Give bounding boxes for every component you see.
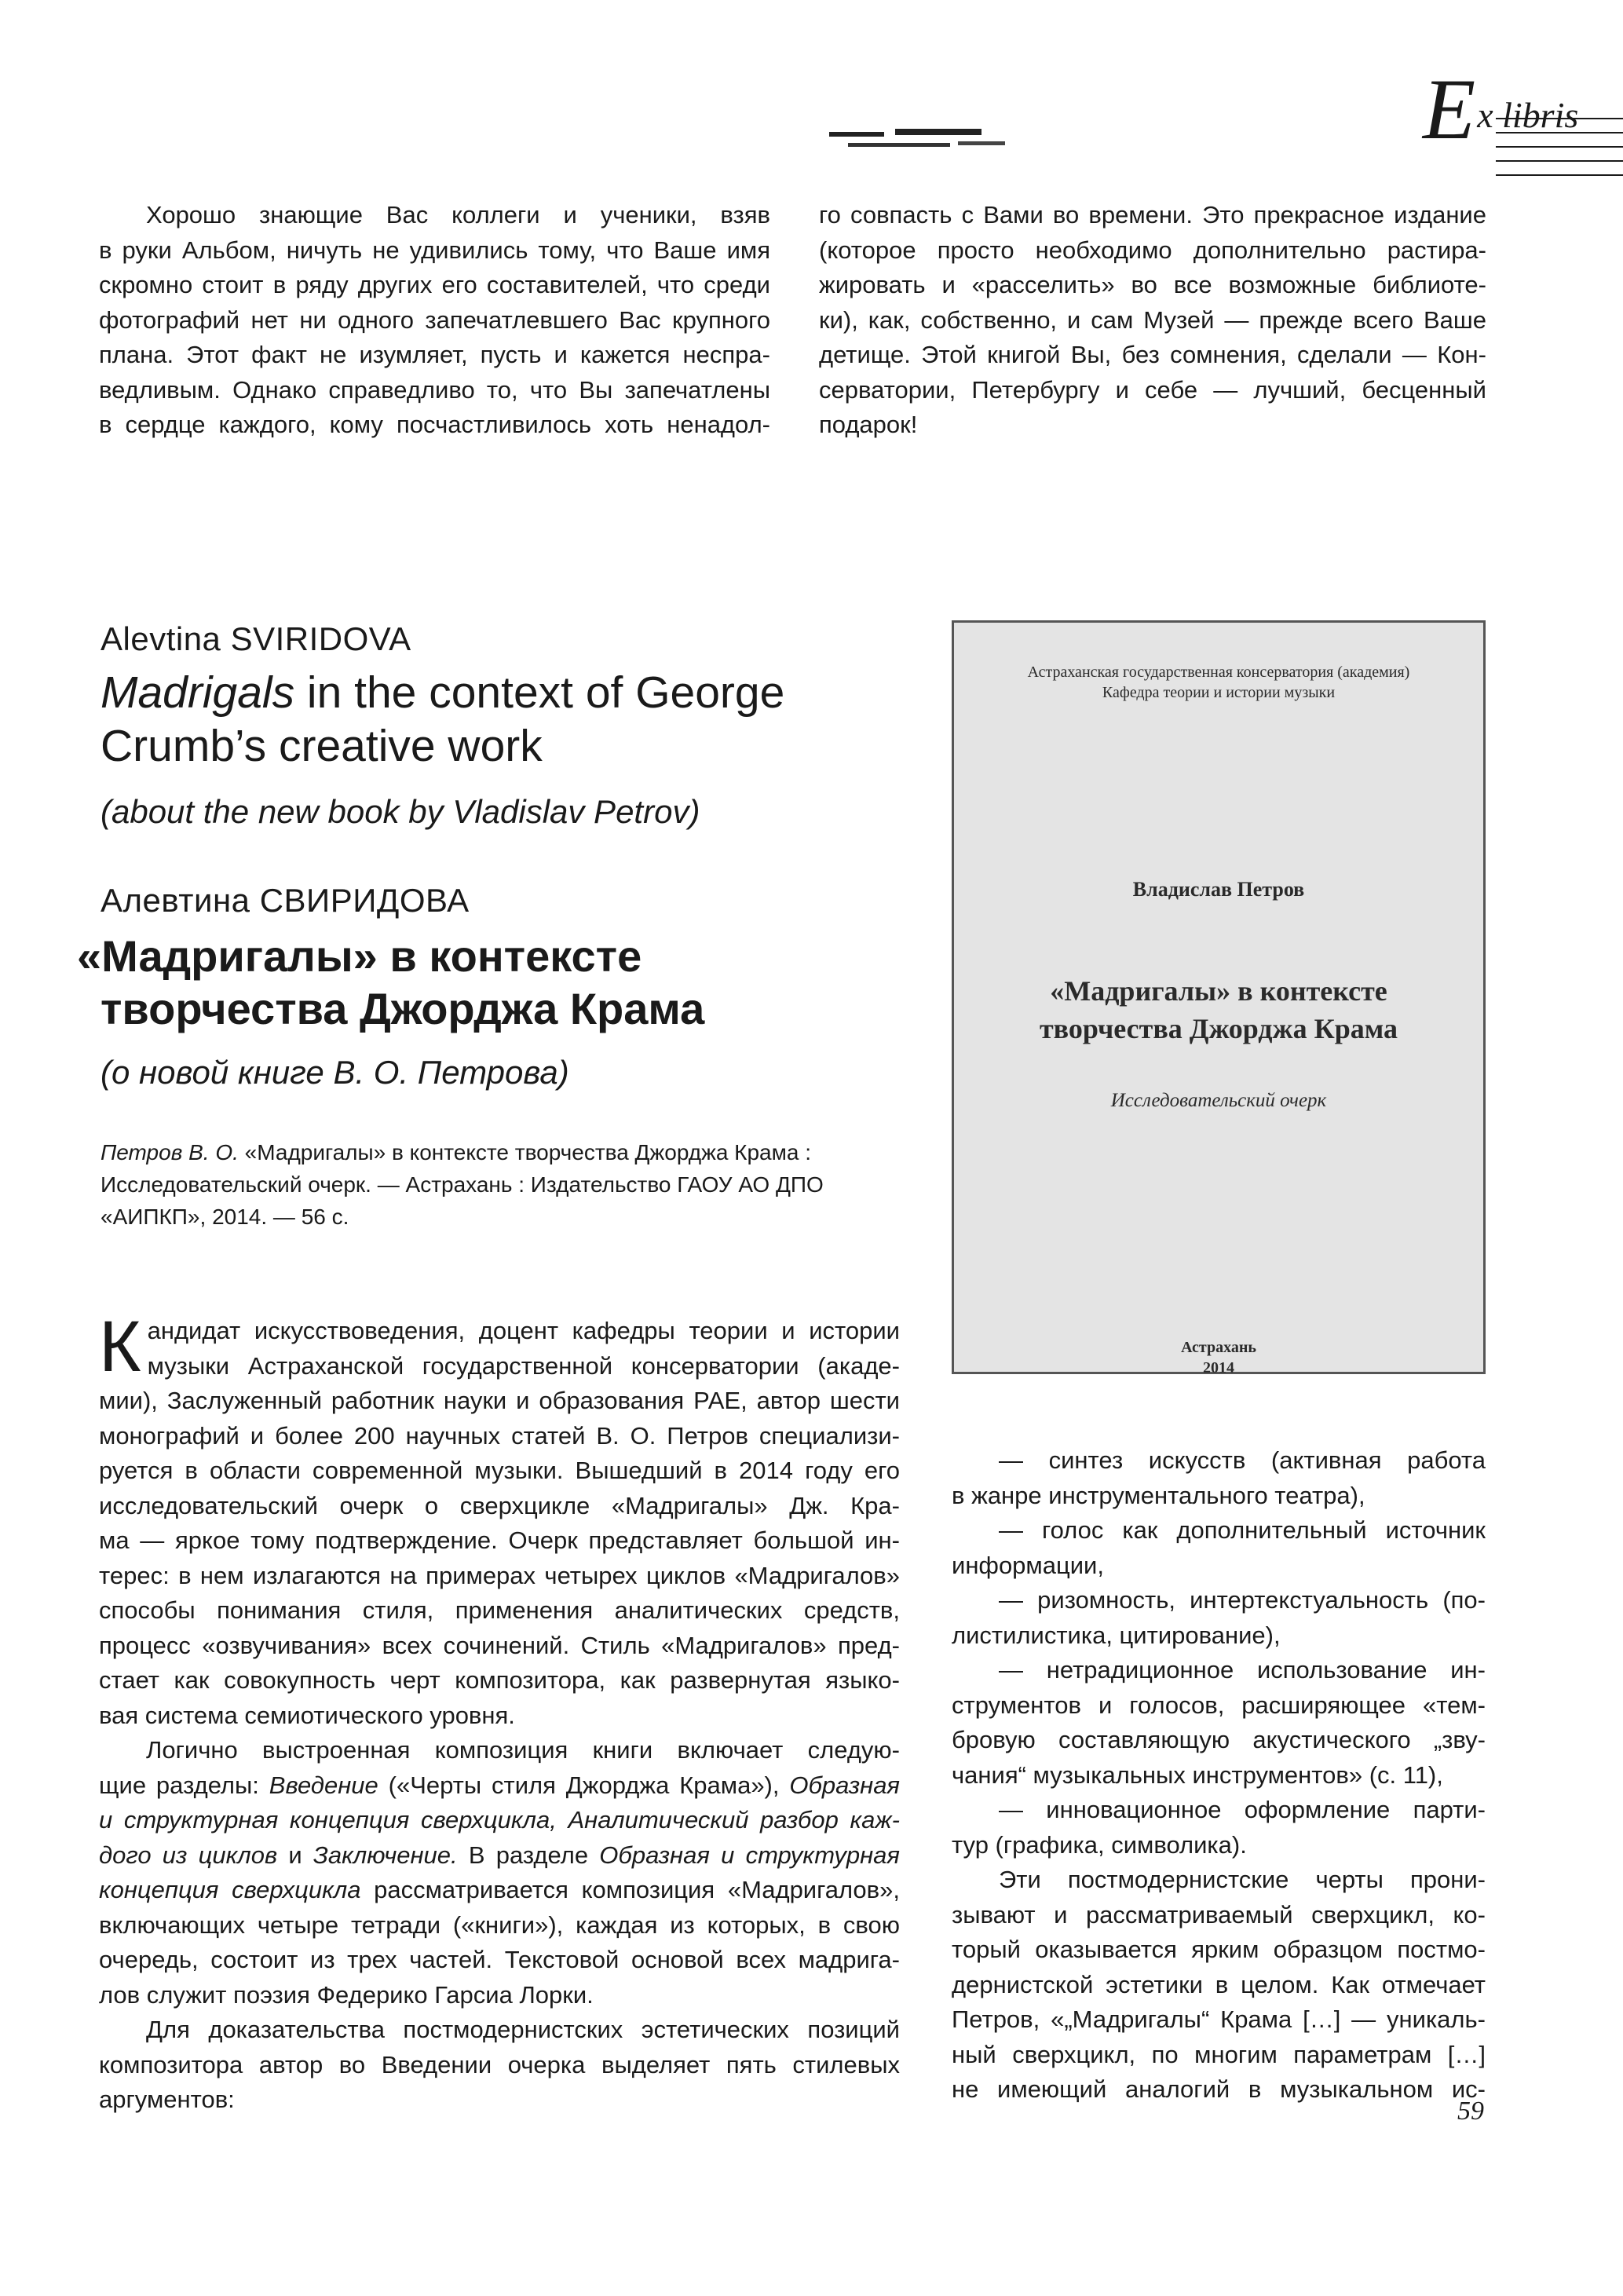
text-line: ма — яркое тому подтверждение. Очерк представляет большой ин- [99, 1526, 900, 1554]
text-line: способы понимания стиля, применения аналитических средств, [99, 1596, 900, 1624]
text-line: композитора автор во Введении очерка выделяет пять стилевых [99, 2050, 900, 2078]
biblio-line: «Мадригалы» в контексте творчества Джорджа Крама : [238, 1140, 812, 1164]
text-line: го совпасть с Вами во времени. Это прекрасное издание [819, 201, 1486, 229]
prev-article-right-column [819, 198, 1486, 443]
text-line: аргументов: [99, 2086, 235, 2113]
text-line: в руки Альбом, ничуть не удивились тому, что Ваше имя [99, 236, 770, 264]
article-title-ru [77, 930, 925, 1035]
text-line: процесс «озвучивания» всех сочинений. Стиль «Мадригалов» пред- [99, 1631, 900, 1659]
text-line: ный сверхцикл, по многим параметрам […] [952, 2040, 1486, 2068]
text-line: — голос как дополнительный источник [999, 1516, 1486, 1544]
text-line: не имеющий аналогий в музыкальном ис- [952, 2075, 1486, 2103]
text-line: андидат искусствоведения, доцент кафедры теории и истории [147, 1317, 900, 1344]
bibliographic-reference [101, 1136, 886, 1233]
text-line: листилистика, цитирование), [952, 1621, 1281, 1649]
text-line: ведливым. Однако справедливо то, что Вы запечатлены [99, 375, 770, 404]
cover-title: «Мадригалы» в контексте творчества Джорджа Крама [1039, 975, 1398, 1044]
text-line: тур (графика, символика). [952, 1830, 1247, 1859]
cover-imprint: Астрахань 2014 [1181, 1339, 1256, 1377]
text-line: дернистской эстетики в целом. Как отмечает [952, 1970, 1486, 1998]
text-line: музыки Астраханской государственной консерватории (акаде- [147, 1351, 900, 1380]
text-line: чания“ музыкальных инструментов» (с. 11), [952, 1760, 1443, 1789]
cover-institution: Астраханская государственная консерватория (академия) Кафедра теории и истории музыки [1027, 664, 1410, 701]
text-line: — синтез искусств (активная работа [999, 1446, 1486, 1474]
article-title-en [101, 666, 925, 773]
section-title: Ex libris [1423, 61, 1579, 157]
text-line: лов служит поэзия Федерико Гарсиа Лорки. [99, 1980, 594, 2009]
text-line: плана. Этот факт не изумляет, пусть и кажется неспра- [99, 341, 770, 368]
text-line: и структурная концепция сверхцикла, Аналитический разбор каж- [99, 1806, 900, 1834]
text-line: струментов и голосов, расширяющее «тем- [952, 1691, 1486, 1719]
text-line: Эти постмодернистские черты прони- [999, 1866, 1486, 1893]
text-line: ки), как, собственно, и сам Музей — прежде всего Ваше [819, 305, 1486, 334]
text-line: вая система семиотического уровня. [99, 1701, 515, 1729]
title-ru-line2: творчества Джорджа Крама [101, 984, 705, 1033]
title-en-rest: in the context of George [294, 667, 785, 718]
text-line: Логично выстроенная композиция книги включает следую- [146, 1736, 900, 1764]
article-body-left-column [99, 1307, 900, 2118]
author-ru: Алевтина СВИРИДОВА [101, 882, 470, 919]
text-line: в жанре инструментального театра), [952, 1481, 1365, 1509]
article-subtitle-en: (about the new book by Vladislav Petrov) [101, 793, 700, 830]
article-subtitle-ru: (о новой книге В. О. Петрова) [101, 1054, 569, 1091]
text-line: (которое просто необходимо дополнительно растира- [819, 236, 1486, 264]
text-line: Для доказательства постмодернистских эстетических позиций [146, 2016, 900, 2043]
text-line: скромно стоит в ряду других его составителей, что среди [99, 271, 770, 298]
text-line: — ризомность, интертекстуальность (по- [999, 1586, 1486, 1614]
title-ru-line1: «Мадригалы» в контексте [77, 931, 642, 981]
author-en: Alevtina SVIRIDOVA [101, 620, 411, 657]
paragraph-arguments [99, 2013, 900, 2118]
text-line: Хорошо знающие Вас коллеги и ученики, взяв [146, 201, 770, 229]
text-line: терес: в нем излагаются на примерах четырех циклов «Мадригалов» [99, 1561, 900, 1589]
book-cover-image [952, 620, 1486, 1377]
text-line: стает как совокупность черт композитора, как развернутая языко- [99, 1666, 900, 1694]
title-en-italic: Madrigals [101, 667, 295, 718]
text-line: детище. Этой книгой Вы, без сомнения, сделали — Кон- [819, 341, 1486, 368]
text-line: включающих четыре тетради («книги»), каждая из которых, в свою [99, 1910, 900, 1939]
text-line: информации, [952, 1551, 1104, 1579]
text-line: исследовательский очерк о сверхцикле «Мадригалы» Дж. Кра- [99, 1491, 900, 1519]
text-line: серватории, Петербургу и себе — лучший, бесценный [819, 375, 1486, 404]
printing-smudge [824, 124, 1044, 155]
text-line: в сердце каждого, кому посчастливилось хоть ненадол- [99, 411, 770, 438]
cover-subtitle: Исследовательский очерк [1110, 1090, 1327, 1111]
cover-author: Владислав Петров [1132, 878, 1305, 901]
text-line: торый оказывается ярким образцом постмо- [952, 1936, 1486, 1963]
article-body-right-column [952, 1443, 1486, 2108]
text-line: дого из циклов и Заключение. В разделе Образная и структурная [99, 1841, 900, 1869]
biblio-line: «АИПКП», 2014. — 56 с. [101, 1205, 349, 1229]
paragraph-intro [99, 1307, 900, 1733]
text-line: жировать и «расселить» во все возможные библиоте- [819, 271, 1486, 298]
text-line: подарок! [819, 411, 918, 438]
text-line: — инновационное оформление парти- [999, 1796, 1486, 1823]
biblio-line: Исследовательский очерк. — Астрахань : Издательство ГАОУ АО ДПО [101, 1172, 824, 1197]
paragraph-composition [99, 1733, 900, 2013]
biblio-author: Петров В. О. [101, 1140, 239, 1164]
text-line: мии), Заслуженный работник науки и образования РАЕ, автор шести [99, 1387, 900, 1414]
text-line: монографий и более 200 научных статей В. О. Петров специализи- [99, 1421, 900, 1450]
title-en-line2: Crumb’s creative work [101, 721, 543, 771]
text-line: — нетрадиционное использование ин- [999, 1656, 1486, 1684]
text-line: очередь, состоит из трех частей. Текстовой основой всех мадрига- [99, 1946, 900, 1973]
page-number: 59 [1457, 2097, 1484, 2126]
prev-article-left-column [99, 198, 770, 443]
text-line: зывают и рассматриваемый сверхцикл, ко- [952, 1900, 1486, 1929]
text-line: щие разделы: Введение («Черты стиля Джорджа Крама»), Образная [99, 1771, 900, 1799]
text-line: бровую составляющую акустического „зву- [952, 1726, 1486, 1753]
text-line: концепция сверхцикла рассматривается композиция «Мадригалов», [99, 1876, 900, 1903]
text-line: Петров, «„Мадригалы“ Крама […] — уникаль- [952, 2005, 1486, 2033]
text-line: фотографий нет ни одного запечатлевшего Вас крупного [99, 305, 770, 334]
drop-cap: К [99, 1307, 141, 1387]
text-line: руется в области современной музыки. Вышедший в 2014 году его [99, 1457, 900, 1484]
